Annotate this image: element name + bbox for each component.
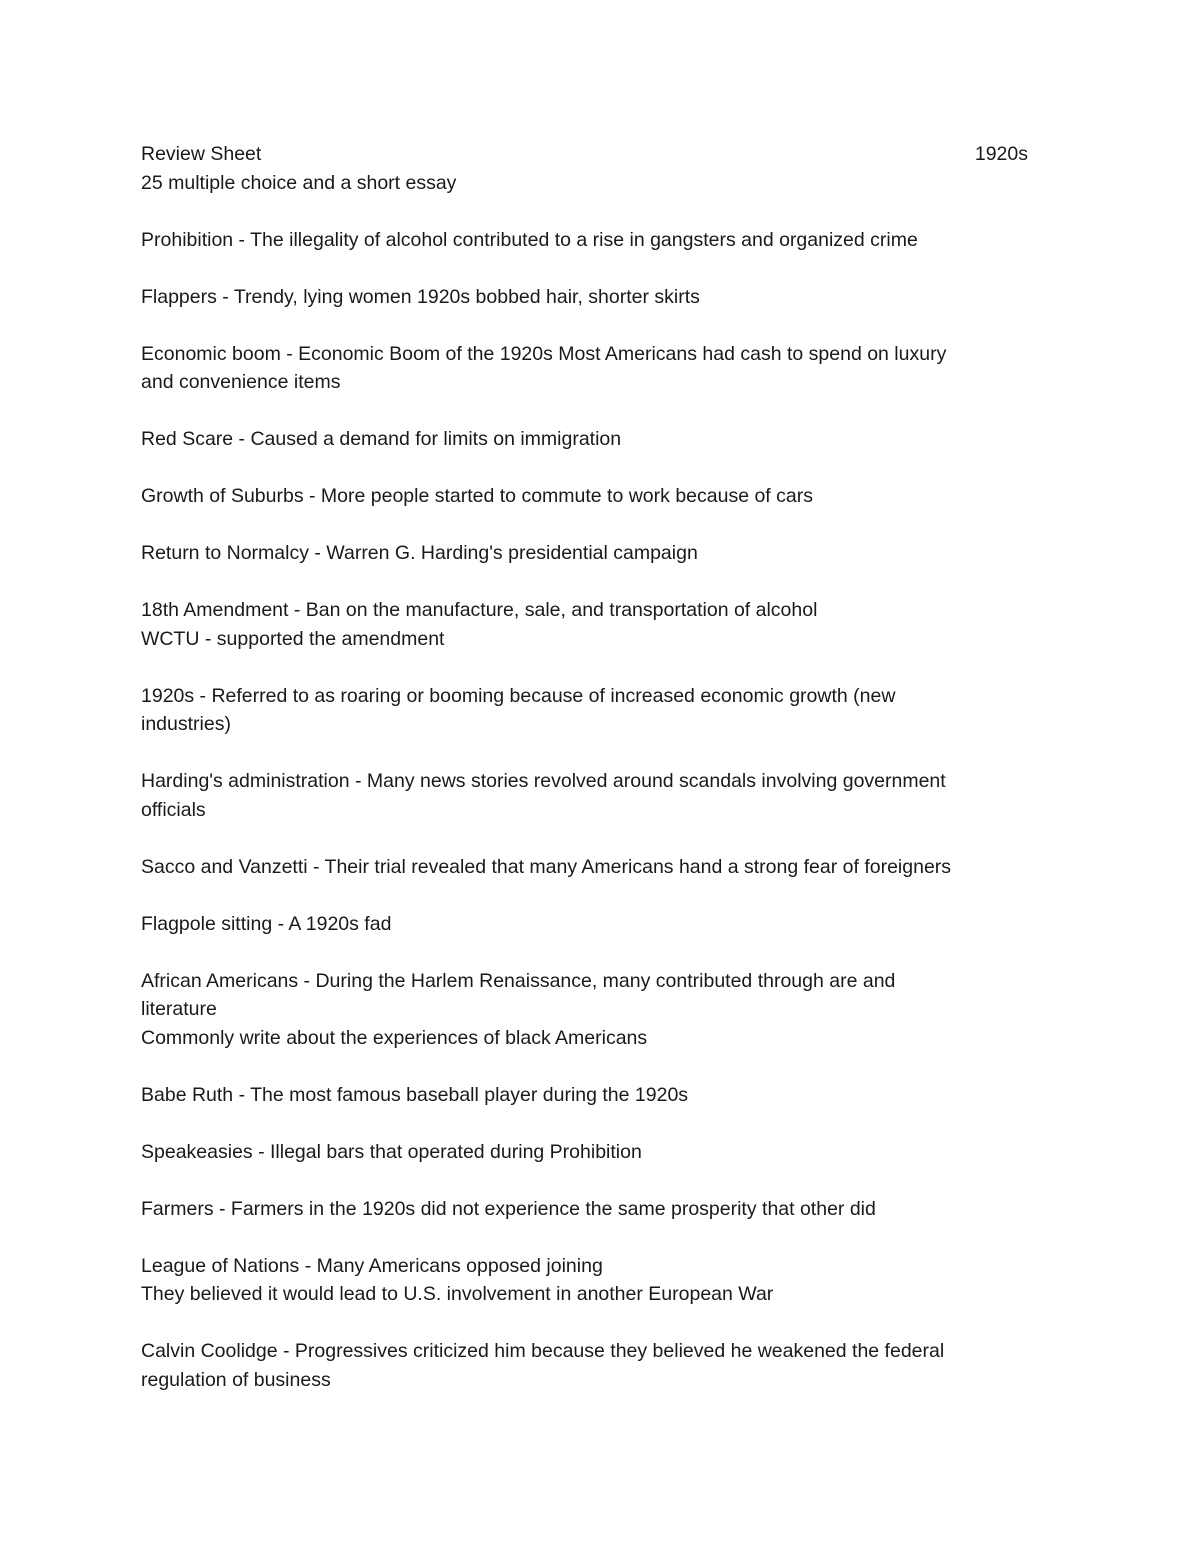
review-entry <box>141 1195 1041 1224</box>
paragraph-spacer <box>141 568 1041 597</box>
entry-line: regulation of business <box>141 1368 331 1391</box>
paragraph-spacer <box>141 1166 1041 1195</box>
paragraph-spacer <box>141 1223 1041 1252</box>
review-entry <box>141 1337 1041 1394</box>
header-row <box>141 140 1028 169</box>
review-entry <box>141 1138 1041 1167</box>
paragraph-spacer <box>141 511 1041 540</box>
review-entry <box>141 910 1041 939</box>
paragraph-spacer <box>141 397 1041 426</box>
review-entry <box>141 967 1041 1053</box>
entry-line: officials <box>141 798 206 821</box>
entry-line: Flagpole sitting - A 1920s fad <box>141 912 392 935</box>
paragraph-spacer <box>141 739 1041 768</box>
paragraph-spacer <box>141 311 1041 340</box>
entry-line: They believed it would lead to U.S. involvement in another European War <box>141 1283 774 1305</box>
paragraph-spacer <box>141 824 1041 853</box>
entry-line: African Americans - During the Harlem Renaissance, many contributed through are and <box>141 969 896 992</box>
document-body <box>141 140 1041 1394</box>
paragraph-spacer <box>141 1052 1041 1081</box>
document-title: Review Sheet <box>141 143 262 165</box>
review-entry <box>141 340 1041 397</box>
entry-line: Red Scare - Caused a demand for limits on immigration <box>141 428 622 450</box>
paragraph-spacer <box>141 881 1041 910</box>
document-topic: 1920s <box>974 143 1028 165</box>
review-entry <box>141 482 1041 511</box>
entry-line: WCTU - supported the amendment <box>141 627 445 650</box>
entry-line: Babe Ruth - The most famous baseball player during the 1920s <box>141 1083 689 1106</box>
paragraph-spacer <box>141 454 1041 483</box>
entry-line: 18th Amendment - Ban on the manufacture, sale, and transportation of alcohol <box>141 599 818 621</box>
entry-line: 1920s - Referred to as roaring or booming because of increased economic growth (new <box>141 684 896 707</box>
entry-line: Prohibition - The illegality of alcohol contributed to a rise in gangsters and organized crime <box>141 228 918 251</box>
entry-line: Return to Normalcy - Warren G. Harding's presidential campaign <box>141 542 698 564</box>
entry-line: Economic boom - Economic Boom of the 1920s Most Americans had cash to spend on luxury <box>141 342 947 365</box>
review-entry <box>141 425 1041 454</box>
entry-line: Sacco and Vanzetti - Their trial revealed that many Americans hand a strong fear of foreigners <box>141 855 952 878</box>
entry-line: Growth of Suburbs - More people started to commute to work because of cars <box>141 485 813 507</box>
paragraph-spacer <box>141 1109 1041 1138</box>
review-entry <box>141 596 1041 653</box>
paragraph-spacer <box>141 938 1041 967</box>
review-entry <box>141 1252 1041 1309</box>
review-entry <box>141 1081 1041 1110</box>
entry-line: Flappers - Trendy, lying women 1920s bobbed hair, shorter skirts <box>141 285 700 308</box>
review-entry <box>141 226 1041 255</box>
entry-line: Commonly write about the experiences of black Americans <box>141 1026 648 1049</box>
review-entry <box>141 853 1041 882</box>
review-entry <box>141 682 1041 739</box>
review-entry <box>141 767 1041 824</box>
entry-line: industries) <box>141 713 231 735</box>
review-entry <box>141 539 1041 568</box>
review-entry <box>141 283 1041 312</box>
entry-line: League of Nations - Many Americans opposed joining <box>141 1254 603 1277</box>
entry-line: Speakeasies - Illegal bars that operated during Prohibition <box>141 1140 642 1163</box>
entry-line: Farmers - Farmers in the 1920s did not experience the same prosperity that other did <box>141 1197 876 1220</box>
paragraph-spacer <box>141 1309 1041 1338</box>
paragraph-spacer <box>141 653 1041 682</box>
entry-line: Harding's administration - Many news stories revolved around scandals involving government <box>141 770 946 792</box>
entry-line: and convenience items <box>141 371 341 393</box>
paragraph-spacer <box>141 254 1041 283</box>
paragraph-spacer <box>141 197 1041 226</box>
document-subtitle: 25 multiple choice and a short essay <box>141 171 457 194</box>
entry-line: literature <box>141 998 217 1020</box>
review-entries <box>141 197 1041 1394</box>
entry-line: Calvin Coolidge - Progressives criticized him because they believed he weakened the federal <box>141 1340 945 1362</box>
